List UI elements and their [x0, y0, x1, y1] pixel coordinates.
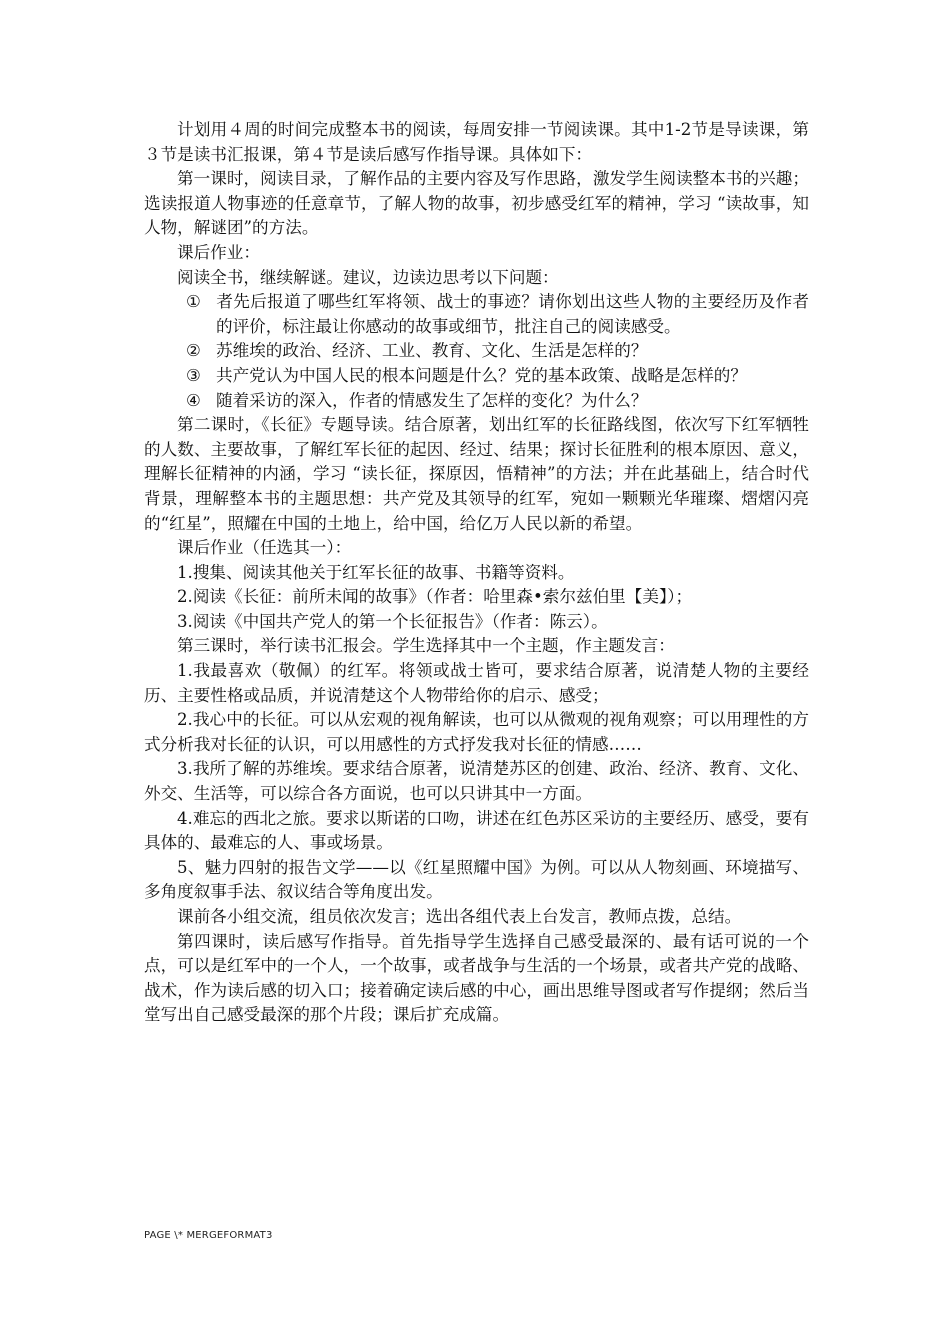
paragraph-topic-2: 2.我心中的长征。可以从宏观的视角解读，也可以从微观的视角观察；可以用理性的方式分析我对长征的认识，可以用感性的方式抒发我对长征的情感……	[144, 710, 809, 754]
list-item-number: ②	[186, 341, 201, 361]
paragraph-lesson-1: 第一课时，阅读目录，了解作品的主要内容及写作思路，激发学生阅读整本书的兴趣；选读报道人物事迹的任意章节，了解人物的故事，初步感受红军的精神，学习 “读故事，知人物，解谜团”的方法。	[144, 169, 809, 238]
paragraph-lesson-2: 第二课时，《长征》专题导读。结合原著，划出红军的长征路线图，依次写下红军牺牲的人数、主要故事，了解红军长征的起因、经过、结果；探讨长征胜利的根本原因、意义，理解长征精神的内涵，学习 “读长征，探原因，悟精神”的方法；并在此基础上，结合时代背景，理解整本书的主题思想：共产党及其领导的红军，宛如一颗颗光华璀璨、熠熠闪亮的“红星”，照耀在中国的土地上，给中国，给亿万人民以新的希望。	[144, 415, 809, 533]
paragraph-homework-2-item-3: 3.阅读《中国共产党人的第一个长征报告》（作者：陈云）。	[177, 611, 608, 631]
list-item	[144, 389, 809, 414]
paragraph-homework-2-heading: 课后作业（任选其一）：	[177, 538, 352, 558]
list-item-number: ③	[186, 365, 201, 385]
paragraph-homework-1: 阅读全书，继续解谜。建议，边读边思考以下问题：	[177, 267, 559, 287]
list-item-number: ④	[186, 390, 201, 410]
paragraph-lesson-4: 第四课时，读后感写作指导。首先指导学生选择自己感受最深的、最有话可说的一个点，可以是红军中的一个人，一个故事，或者战争与生活的一个场景，或者共产党的战略、战术，作为读后感的切入口；接着确定读后感的中心，画出思维导图或者写作提纲；然后当堂写出自己感受最深的那个片段；课后扩充成篇。	[144, 931, 809, 1025]
list-item	[144, 339, 809, 364]
list-item	[144, 290, 809, 339]
paragraph-homework-2-item-2: 2.阅读《长征：前所未闻的故事》（作者：哈里森•索尔兹伯里【美】）；	[177, 587, 693, 607]
page-footer: PAGE \* MERGEFORMAT3	[144, 1230, 273, 1241]
list-item-text: 共产党认为中国人民的根本问题是什么？党的基本政策、战略是怎样的？	[216, 365, 747, 385]
paragraph-topic-1: 1.我最喜欢（敬佩）的红军。将领或战士皆可，要求结合原著，说清楚人物的主要经历、主要性格或品质，并说清楚这个人物带给你的启示、感受；	[144, 661, 809, 705]
paragraph-topic-3: 3.我所了解的苏维埃。要求结合原著，说清楚苏区的创建、政治、经济、教育、文化、外交、生活等，可以综合各方面说，也可以只讲其中一方面。	[144, 759, 809, 804]
paragraph-group-exchange: 课前各小组交流，组员依次发言；选出各组代表上台发言，教师点拨，总结。	[177, 907, 742, 926]
list-item-number: ①	[186, 292, 201, 312]
paragraph-homework-heading: 课后作业：	[177, 242, 260, 262]
question-list	[144, 290, 809, 413]
paragraph-lesson-3: 第三课时，举行读书汇报会。学生选择其中一个主题，作主题发言：	[177, 636, 675, 656]
list-item-text: 随着采访的深入，作者的情感发生了怎样的变化？为什么？	[216, 390, 648, 410]
document-body	[144, 118, 809, 1028]
list-item-text: 苏维埃的政治、经济、工业、教育、文化、生活是怎样的？	[216, 341, 648, 361]
list-item	[144, 364, 809, 389]
paragraph-plan: 计划用４周的时间完成整本书的阅读，每周安排一节阅读课。其中1-2节是导读课，第３节是读书汇报课，第４节是读后感写作指导课。具体如下：	[144, 120, 809, 164]
paragraph-homework-2-item-1: 1.搜集、阅读其他关于红军长征的故事、书籍等资料。	[177, 562, 575, 582]
paragraph-topic-5: 5、魅力四射的报告文学——以《红星照耀中国》为例。可以从人物刻画、环境描写、多角度叙事手法、叙议结合等角度出发。	[144, 857, 809, 902]
paragraph-topic-4: 4.难忘的西北之旅。要求以斯诺的口吻，讲述在红色苏区采访的主要经历、感受，要有具体的、最难忘的人、事或场景。	[144, 808, 809, 853]
list-item-text: 者先后报道了哪些红军将领、战士的事迹？请你划出这些人物的主要经历及作者的评价，标注最让你感动的故事或细节，批注自己的阅读感受。	[216, 292, 809, 336]
